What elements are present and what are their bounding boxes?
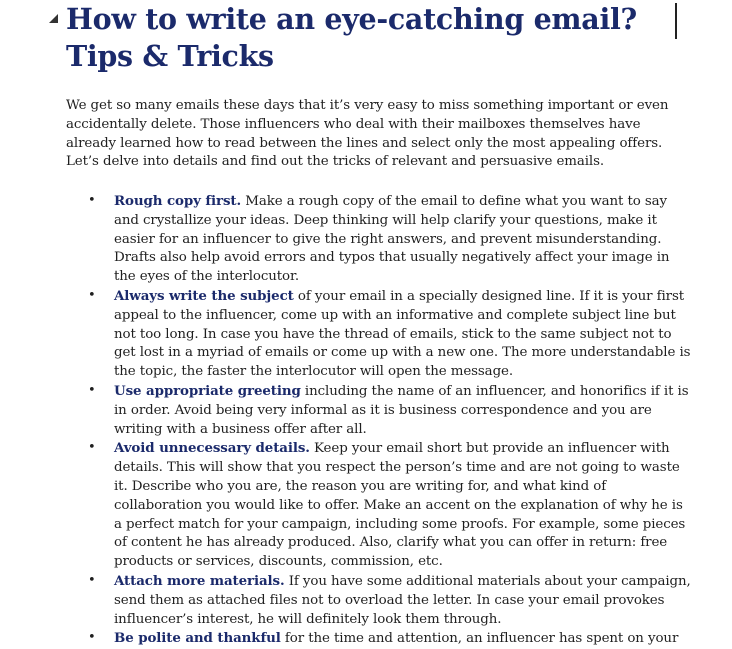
tip-lead: Attach more materials.: [114, 572, 285, 589]
bullet-icon: •: [88, 287, 96, 303]
bullet-icon: •: [88, 382, 96, 398]
list-item: [66, 629, 692, 649]
tip-lead: Use appropriate greeting: [114, 382, 301, 399]
tip-lead: Rough copy first.: [114, 193, 242, 209]
tip-lead: Avoid unnecessary details.: [114, 440, 310, 457]
bullet-icon: •: [88, 193, 96, 208]
list-item: [66, 572, 692, 629]
bullet-icon: •: [88, 572, 96, 588]
text-cursor: [675, 3, 677, 39]
list-item: [66, 382, 692, 439]
tip-lead: Always write the subject: [114, 287, 294, 304]
intro-paragraph: We get so many emails these days that it’s very easy to miss something important or even accidentally delete. Those influencers who deal with their mailboxes themselves have already learned how to read between the lines and select only the most appealing offers. Let’s delve into details and find out the tricks of relevant and persuasive emails.: [66, 98, 669, 170]
tip-text: of your email in a specially designed line. If it is your first appeal to the influencer, come up with an informative and complete subject line but not too long. In case you have the thread of emails, stick to the same subject not to get lost in a myriad of emails or come up with a new one. The more understandable is the topic, the faster the interlocutor will open the message.: [114, 288, 691, 380]
tips-list: [66, 192, 692, 649]
tip-lead: Be polite and thankful: [114, 630, 281, 647]
list-item: [66, 192, 692, 287]
tip-text: for the time and attention, an influencer has spent on your: [280, 631, 679, 647]
bullet-icon: •: [88, 630, 96, 646]
bullet-icon: •: [88, 440, 96, 456]
document-title: How to write an eye-catching email? Tips & Tricks: [66, 2, 637, 73]
tip-text: If you have some additional materials about your campaign, send them as attached files not to overload the letter. In case your email provokes influencer’s interest, he will definitely look them through.: [114, 573, 691, 627]
tip-text: including the name of an influencer, and honorifics if it is in order. Avoid being very informal as it is business correspondence and you are writing with a business offer after all.: [114, 383, 689, 437]
list-item: [66, 439, 692, 572]
tip-text: Make a rough copy of the email to define what you want to say and crystallize your ideas. Deep thinking will help clarify your questions, make it easier for an influencer to give the right answers, and prevent misunderstanding. Drafts also help avoid errors and typos that usually negatively affect your image in the eyes of the interlocutor.: [114, 194, 670, 285]
collapse-heading-icon[interactable]: [49, 14, 58, 23]
list-item: [66, 287, 692, 382]
tip-text: Keep your email short but provide an influencer with details. This will show that you respect the person’s time and are not going to waste it. Describe who you are, the reason you are writing for, and what kind of collaboration you would like to offer. Make an accent on the explanation of why he is a perfect match for your campaign, including some proofs. For example, some pieces of content he has already produced. Also, clarify what you can offer in return: free products or services, discounts, commission, etc.: [114, 441, 686, 570]
